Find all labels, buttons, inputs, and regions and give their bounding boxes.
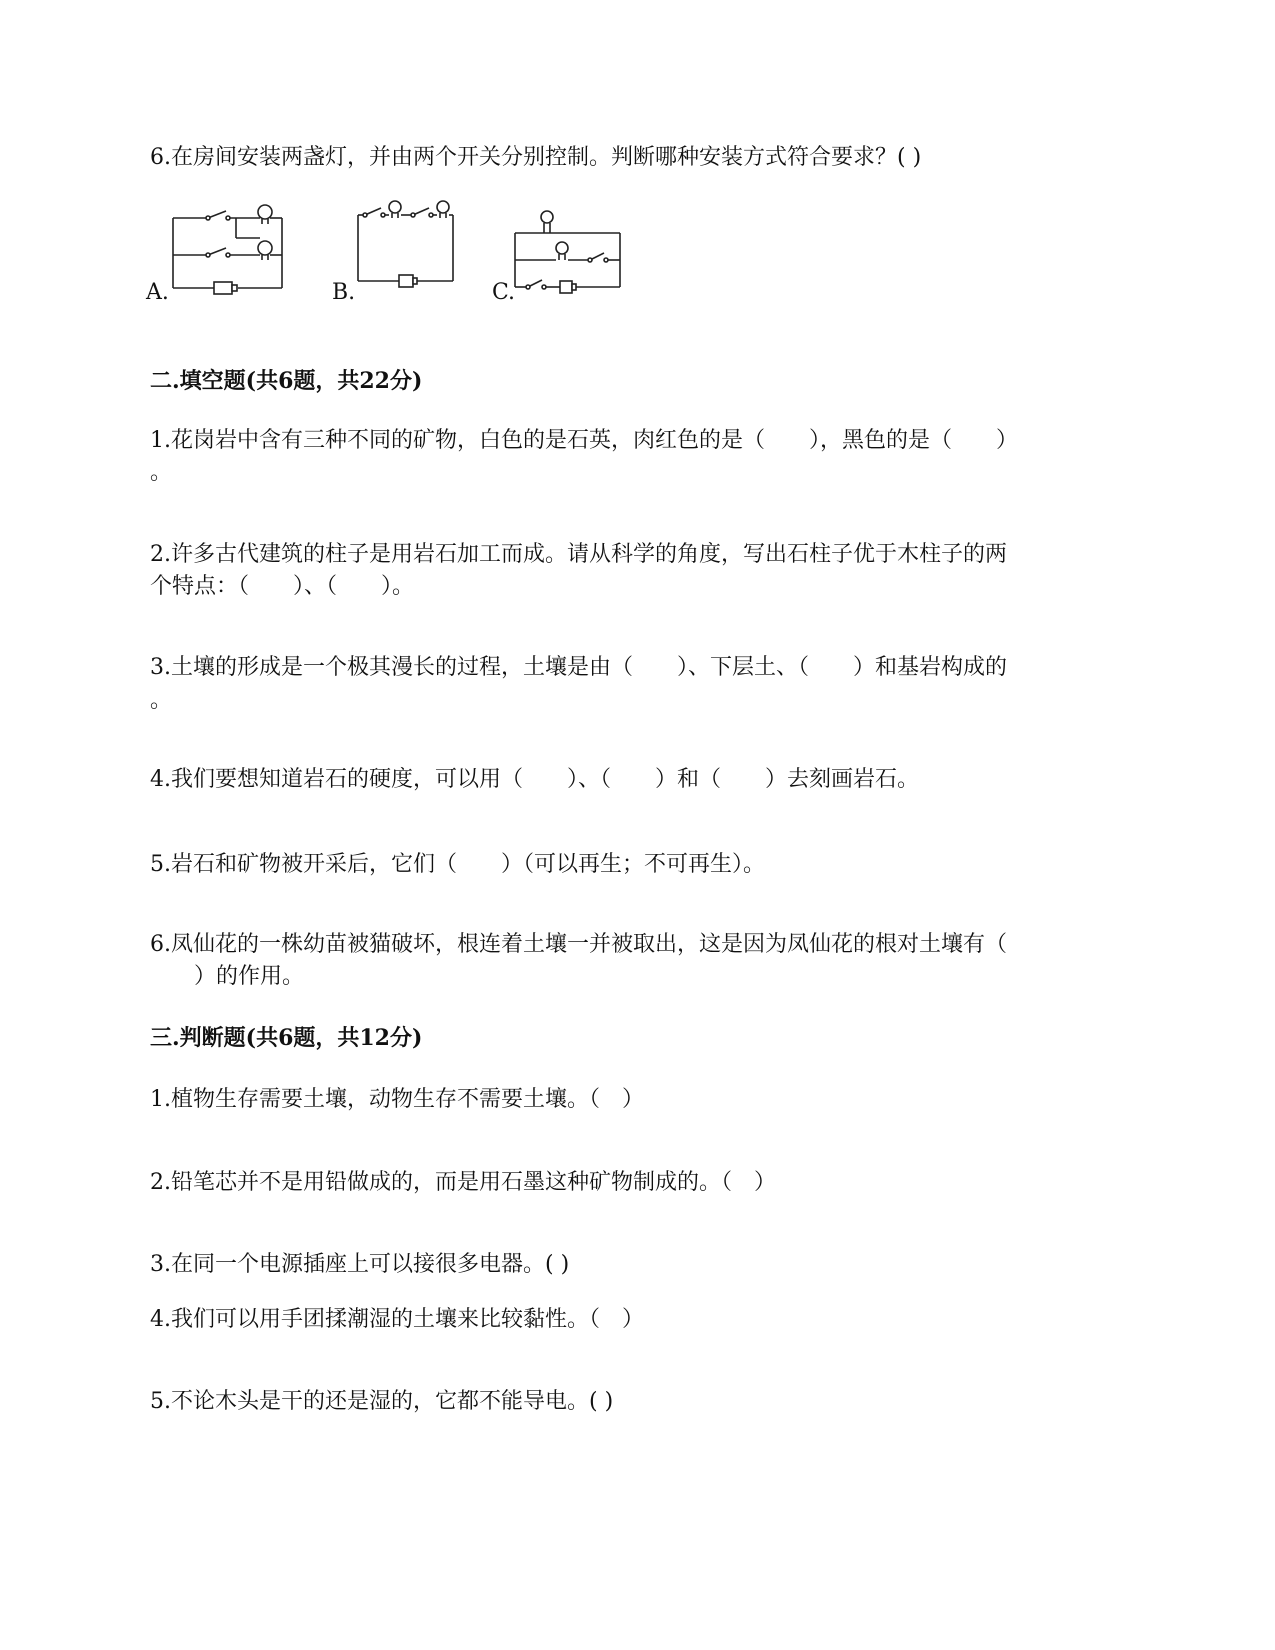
circuit-diagram-b [355,195,465,295]
fill-q4-line1: 4.我们要想知道岩石的硬度，可以用（ ）、（ ）和（ ）去刻画岩石。 [150,767,919,792]
circuit-diagram-a [170,200,290,300]
fill-q1-line1: 1.花岗岩中含有三种不同的矿物，白色的是石英，肉红色的是（ ），黑色的是（ ） [150,428,1018,453]
judge-q4: 4.我们可以用手团揉潮湿的土壤来比较黏性。（ ） [150,1307,644,1332]
judge-q1: 1.植物生存需要土壤，动物生存不需要土壤。（ ） [150,1087,644,1112]
judge-q3: 3.在同一个电源插座上可以接很多电器。( ) [150,1252,570,1277]
fill-q2-line1: 2.许多古代建筑的柱子是用岩石加工而成。请从科学的角度，写出石柱子优于木柱子的两 [150,542,1007,567]
fill-q2-line2: 个特点：（ ）、（ ）。 [150,574,415,599]
fill-q3-line1: 3.土壤的形成是一个极其漫长的过程，土壤是由（ ）、下层土、（ ）和基岩构成的 [150,655,1007,680]
judge-q2: 2.铅笔芯并不是用铅做成的，而是用石墨这种矿物制成的。（ ） [150,1170,776,1195]
section-3-title: 三.判断题(共6题，共12分) [150,1025,423,1051]
judge-q5: 5.不论木头是干的还是湿的，它都不能导电。( ) [150,1389,614,1414]
fill-q1-line2: 。 [150,460,173,485]
fill-q6-line2: ）的作用。 [150,964,305,989]
question-6-text: 6.在房间安装两盏灯，并由两个开关分别控制。判断哪种安装方式符合要求？( ) [150,145,922,170]
option-c-label: C. [492,280,516,305]
circuit-diagram-c [512,205,632,300]
fill-q6-line1: 6.凤仙花的一株幼苗被猫破坏，根连着土壤一并被取出，这是因为凤仙花的根对土壤有（ [150,932,1007,957]
section-2-title: 二.填空题(共6题，共22分) [150,368,423,394]
fill-q3-line2: 。 [150,688,173,713]
fill-q5-line1: 5.岩石和矿物被开采后，它们（ ）（可以再生；不可再生）。 [150,852,765,877]
option-a-label: A. [146,280,169,305]
option-b-label: B. [332,280,356,305]
